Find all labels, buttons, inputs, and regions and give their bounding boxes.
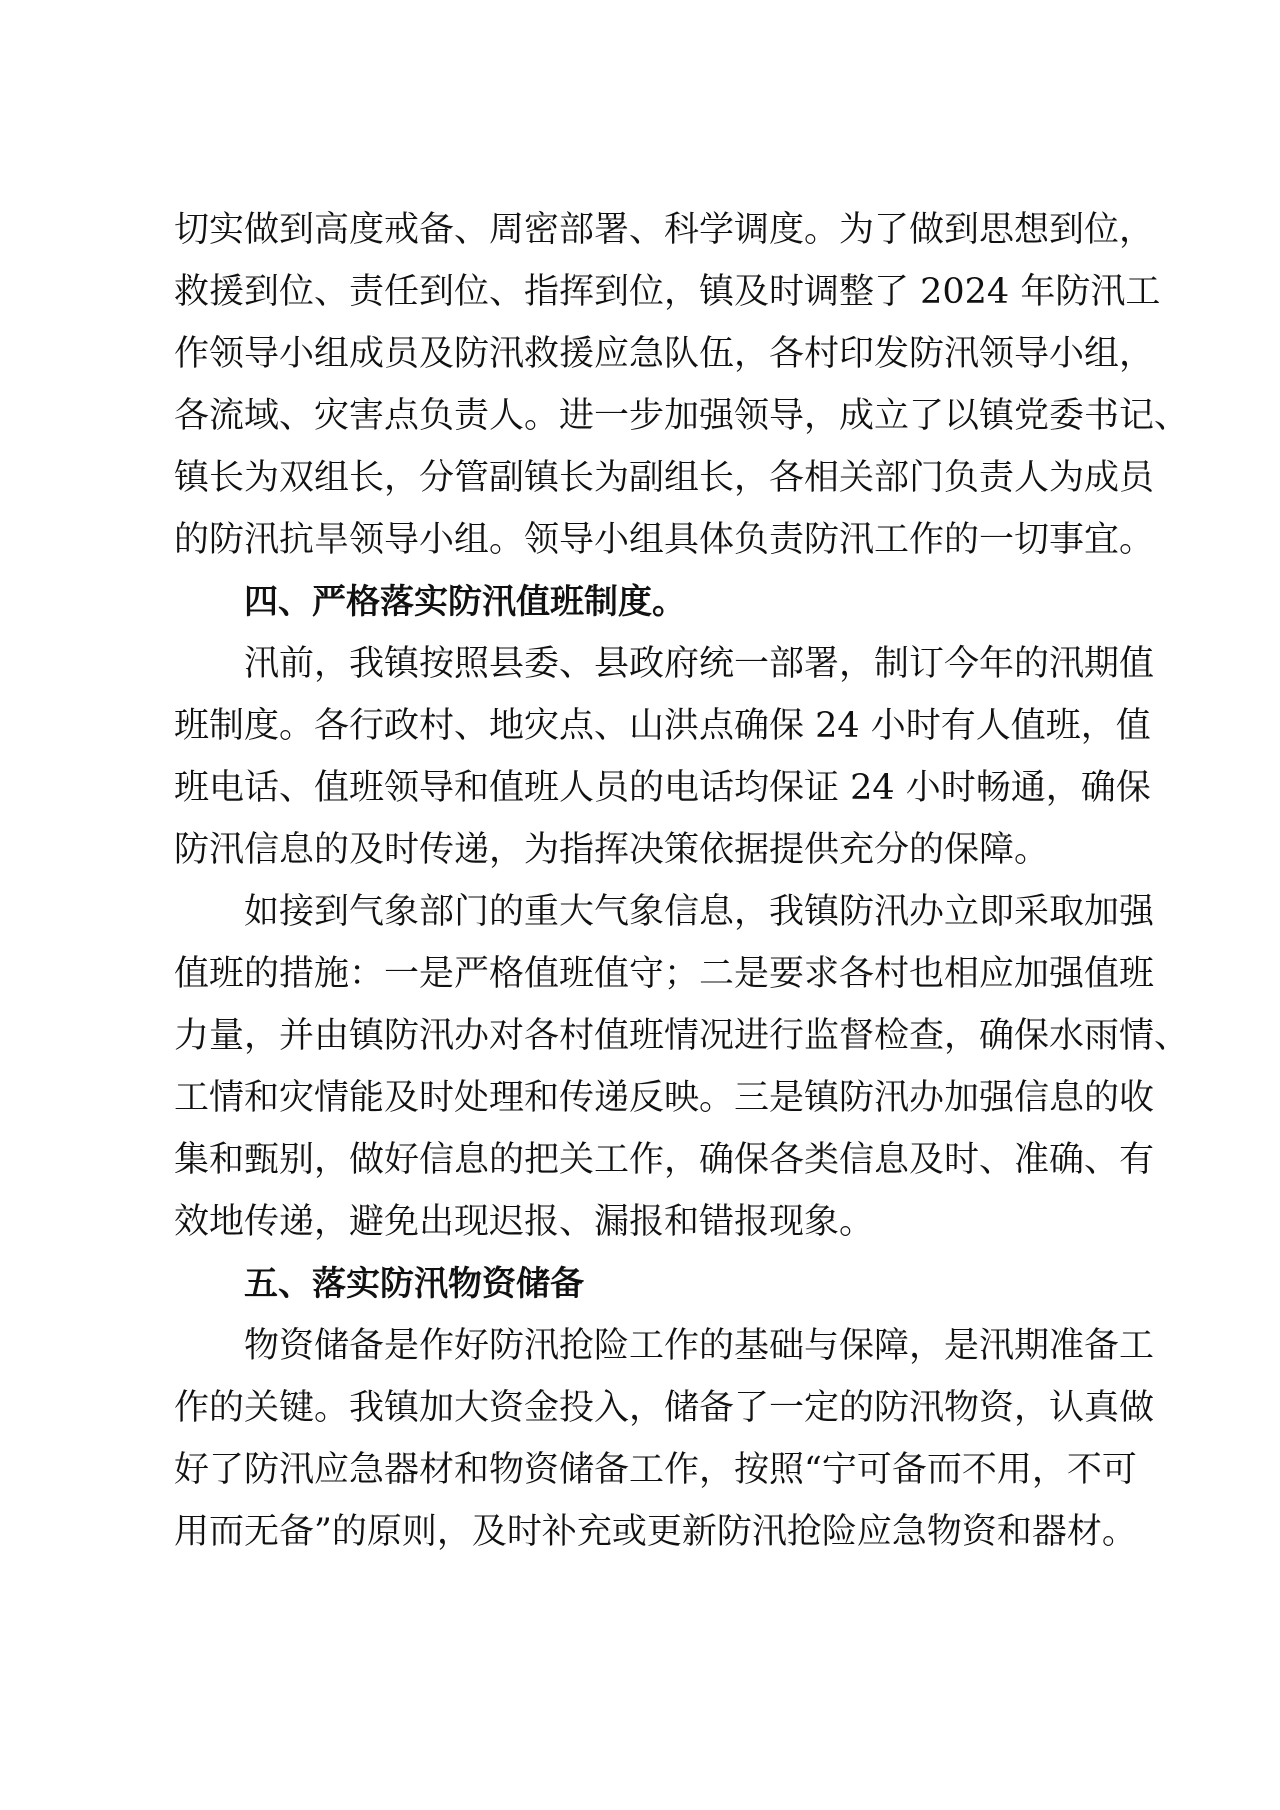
paragraph-2-line-4: 防汛信息的及时传递，为指挥决策依据提供充分的保障。 [174,830,1050,870]
paragraph-3-line-5: 集和甄别，做好信息的把关工作，确保各类信息及时、准确、有 [174,1140,1155,1180]
paragraph-1-line-2: 救援到位、责任到位、指挥到位，镇及时调整了 2024 年防汛工 [174,272,1161,312]
paragraph-2-line-1: 汛前，我镇按照县委、县政府统一部署，制订今年的汛期值 [244,644,1155,684]
paragraph-4-line-4: 用而无备”的原则，及时补充或更新防汛抢险应急物资和器材。 [174,1512,1137,1552]
paragraph-3-line-4: 工情和灾情能及时处理和传递反映。三是镇防汛办加强信息的收 [174,1078,1155,1118]
paragraph-4-line-2: 作的关键。我镇加大资金投入，储备了一定的防汛物资，认真做 [174,1388,1155,1428]
section-heading-5: 五、落实防汛物资储备 [244,1264,584,1304]
paragraph-1-line-6: 的防汛抗旱领导小组。领导小组具体负责防汛工作的一切事宜。 [174,520,1155,560]
paragraph-3-line-6: 效地传递，避免出现迟报、漏报和错报现象。 [174,1202,875,1242]
paragraph-1-line-5: 镇长为双组长，分管副镇长为副组长，各相关部门负责人为成员 [174,458,1155,498]
paragraph-2-line-2: 班制度。各行政村、地灾点、山洪点确保 24 小时有人值班，值 [174,706,1151,746]
section-heading-4: 四、严格落实防汛值班制度。 [244,582,686,622]
paragraph-4-line-1: 物资储备是作好防汛抢险工作的基础与保障，是汛期准备工 [244,1326,1155,1366]
paragraph-3-line-3: 力量，并由镇防汛办对各村值班情况进行监督检查，确保水雨情、 [174,1016,1190,1056]
paragraph-1-line-3: 作领导小组成员及防汛救援应急队伍，各村印发防汛领导小组， [174,334,1155,374]
paragraph-4-line-3: 好了防汛应急器材和物资储备工作，按照“宁可备而不用，不可 [174,1450,1137,1490]
paragraph-3-line-2: 值班的措施：一是严格值班值守；二是要求各村也相应加强值班 [174,954,1155,994]
paragraph-1-line-4: 各流域、灾害点负责人。进一步加强领导，成立了以镇党委书记、 [174,396,1190,436]
paragraph-2-line-3: 班电话、值班领导和值班人员的电话均保证 24 小时畅通，确保 [174,768,1151,808]
paragraph-1-line-1: 切实做到高度戒备、周密部署、科学调度。为了做到思想到位， [174,210,1155,250]
paragraph-3-line-1: 如接到气象部门的重大气象信息，我镇防汛办立即采取加强 [244,892,1155,932]
